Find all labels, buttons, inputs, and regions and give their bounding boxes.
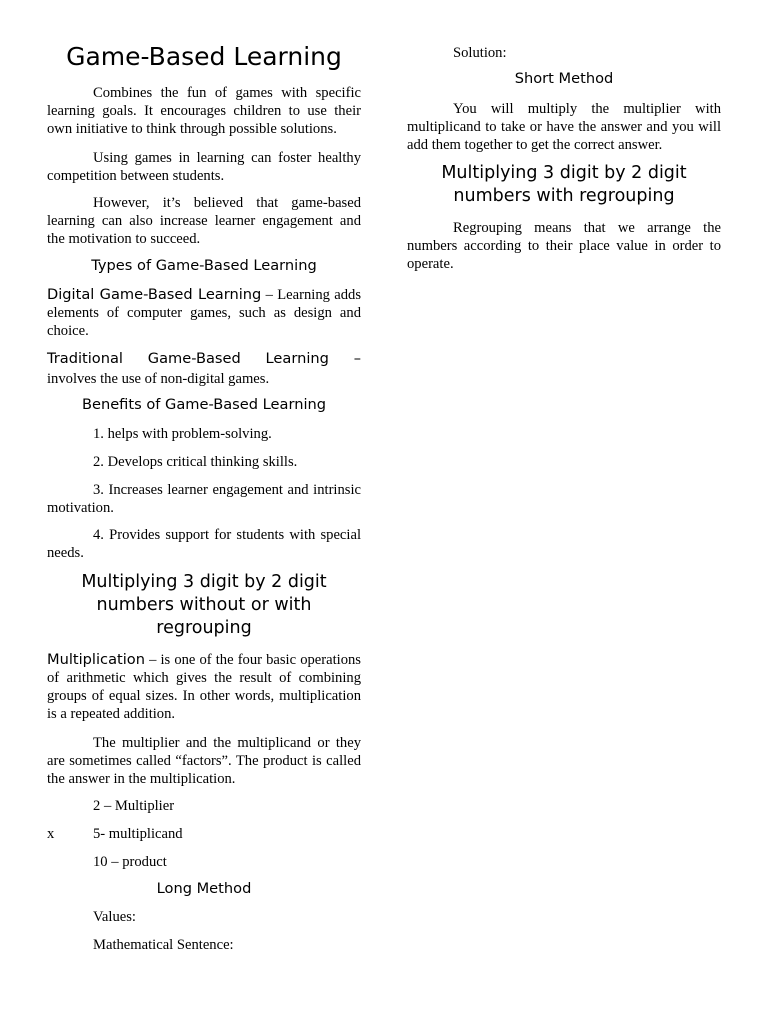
competition-paragraph: Using games in learning can foster healthy competition between students. <box>47 150 361 184</box>
traditional-definition <box>47 370 361 388</box>
traditional-definition-line <box>47 350 361 368</box>
multiplication-term: Multiplication <box>47 651 145 668</box>
factors-paragraph: The multiplier and the multiplicand or they are sometimes called “factors”. The product is called the answer in the multiplication. <box>47 735 361 787</box>
long-method-heading: Long Method <box>156 880 252 897</box>
example-multiplicand: 5- multiplicand <box>93 826 183 842</box>
multiplication-description: – is one of the four basic operations of arithmetic which gives the result of combining groups of equal sizes. In other words, multiplication is a repeated addition. <box>47 652 361 722</box>
digital-definition <box>47 286 361 340</box>
benefit-item: 4. Provides support for students with special needs. <box>47 527 361 561</box>
short-method-heading: Short Method <box>514 70 614 87</box>
benefits-heading: Benefits of Game-Based Learning <box>81 396 327 413</box>
regrouping-paragraph: Regrouping means that we arrange the numbers according to their place value in order to operate. <box>407 220 721 272</box>
multiplication-heading: Multiplying 3 digit by 2 digit numbers without or with regrouping <box>81 572 327 638</box>
example-times-sign: x <box>47 826 55 842</box>
intro-paragraph: Combines the fun of games with specific learning goals. It encourages children to use their own initiative to think through possible solutions. <box>47 85 361 137</box>
benefit-item: 2. Develops critical thinking skills. <box>93 454 298 470</box>
example-multiplier: 2 – Multiplier <box>93 798 175 814</box>
math-sentence-label: Mathematical Sentence: <box>93 937 234 953</box>
values-label: Values: <box>93 909 136 925</box>
short-method-paragraph: You will multiply the multiplier with multiplicand to take or have the answer and you will add them together to get the correct answer. <box>407 101 721 153</box>
traditional-description: involves the use of non-digital games. <box>47 371 270 387</box>
traditional-term: Traditional Game-Based Learning – <box>47 350 361 367</box>
digital-term: Digital Game-Based Learning <box>47 286 262 303</box>
benefit-item: 1. helps with problem-solving. <box>93 426 272 442</box>
digital-description: – Learning adds elements of computer games, such as design and choice. <box>47 287 361 339</box>
regrouping-heading: Multiplying 3 digit by 2 digit numbers with regrouping <box>441 163 687 206</box>
multiplication-definition <box>47 651 361 723</box>
page-title: Game-Based Learning <box>66 42 342 71</box>
benefit-item: 3. Increases learner engagement and intrinsic motivation. <box>47 482 361 516</box>
engagement-paragraph: However, it’s believed that game-based learning can also increase learner engagement and the motivation to succeed. <box>47 195 361 247</box>
example-product: 10 – product <box>93 854 167 870</box>
types-heading: Types of Game-Based Learning <box>91 257 317 274</box>
solution-label: Solution: <box>453 45 507 61</box>
